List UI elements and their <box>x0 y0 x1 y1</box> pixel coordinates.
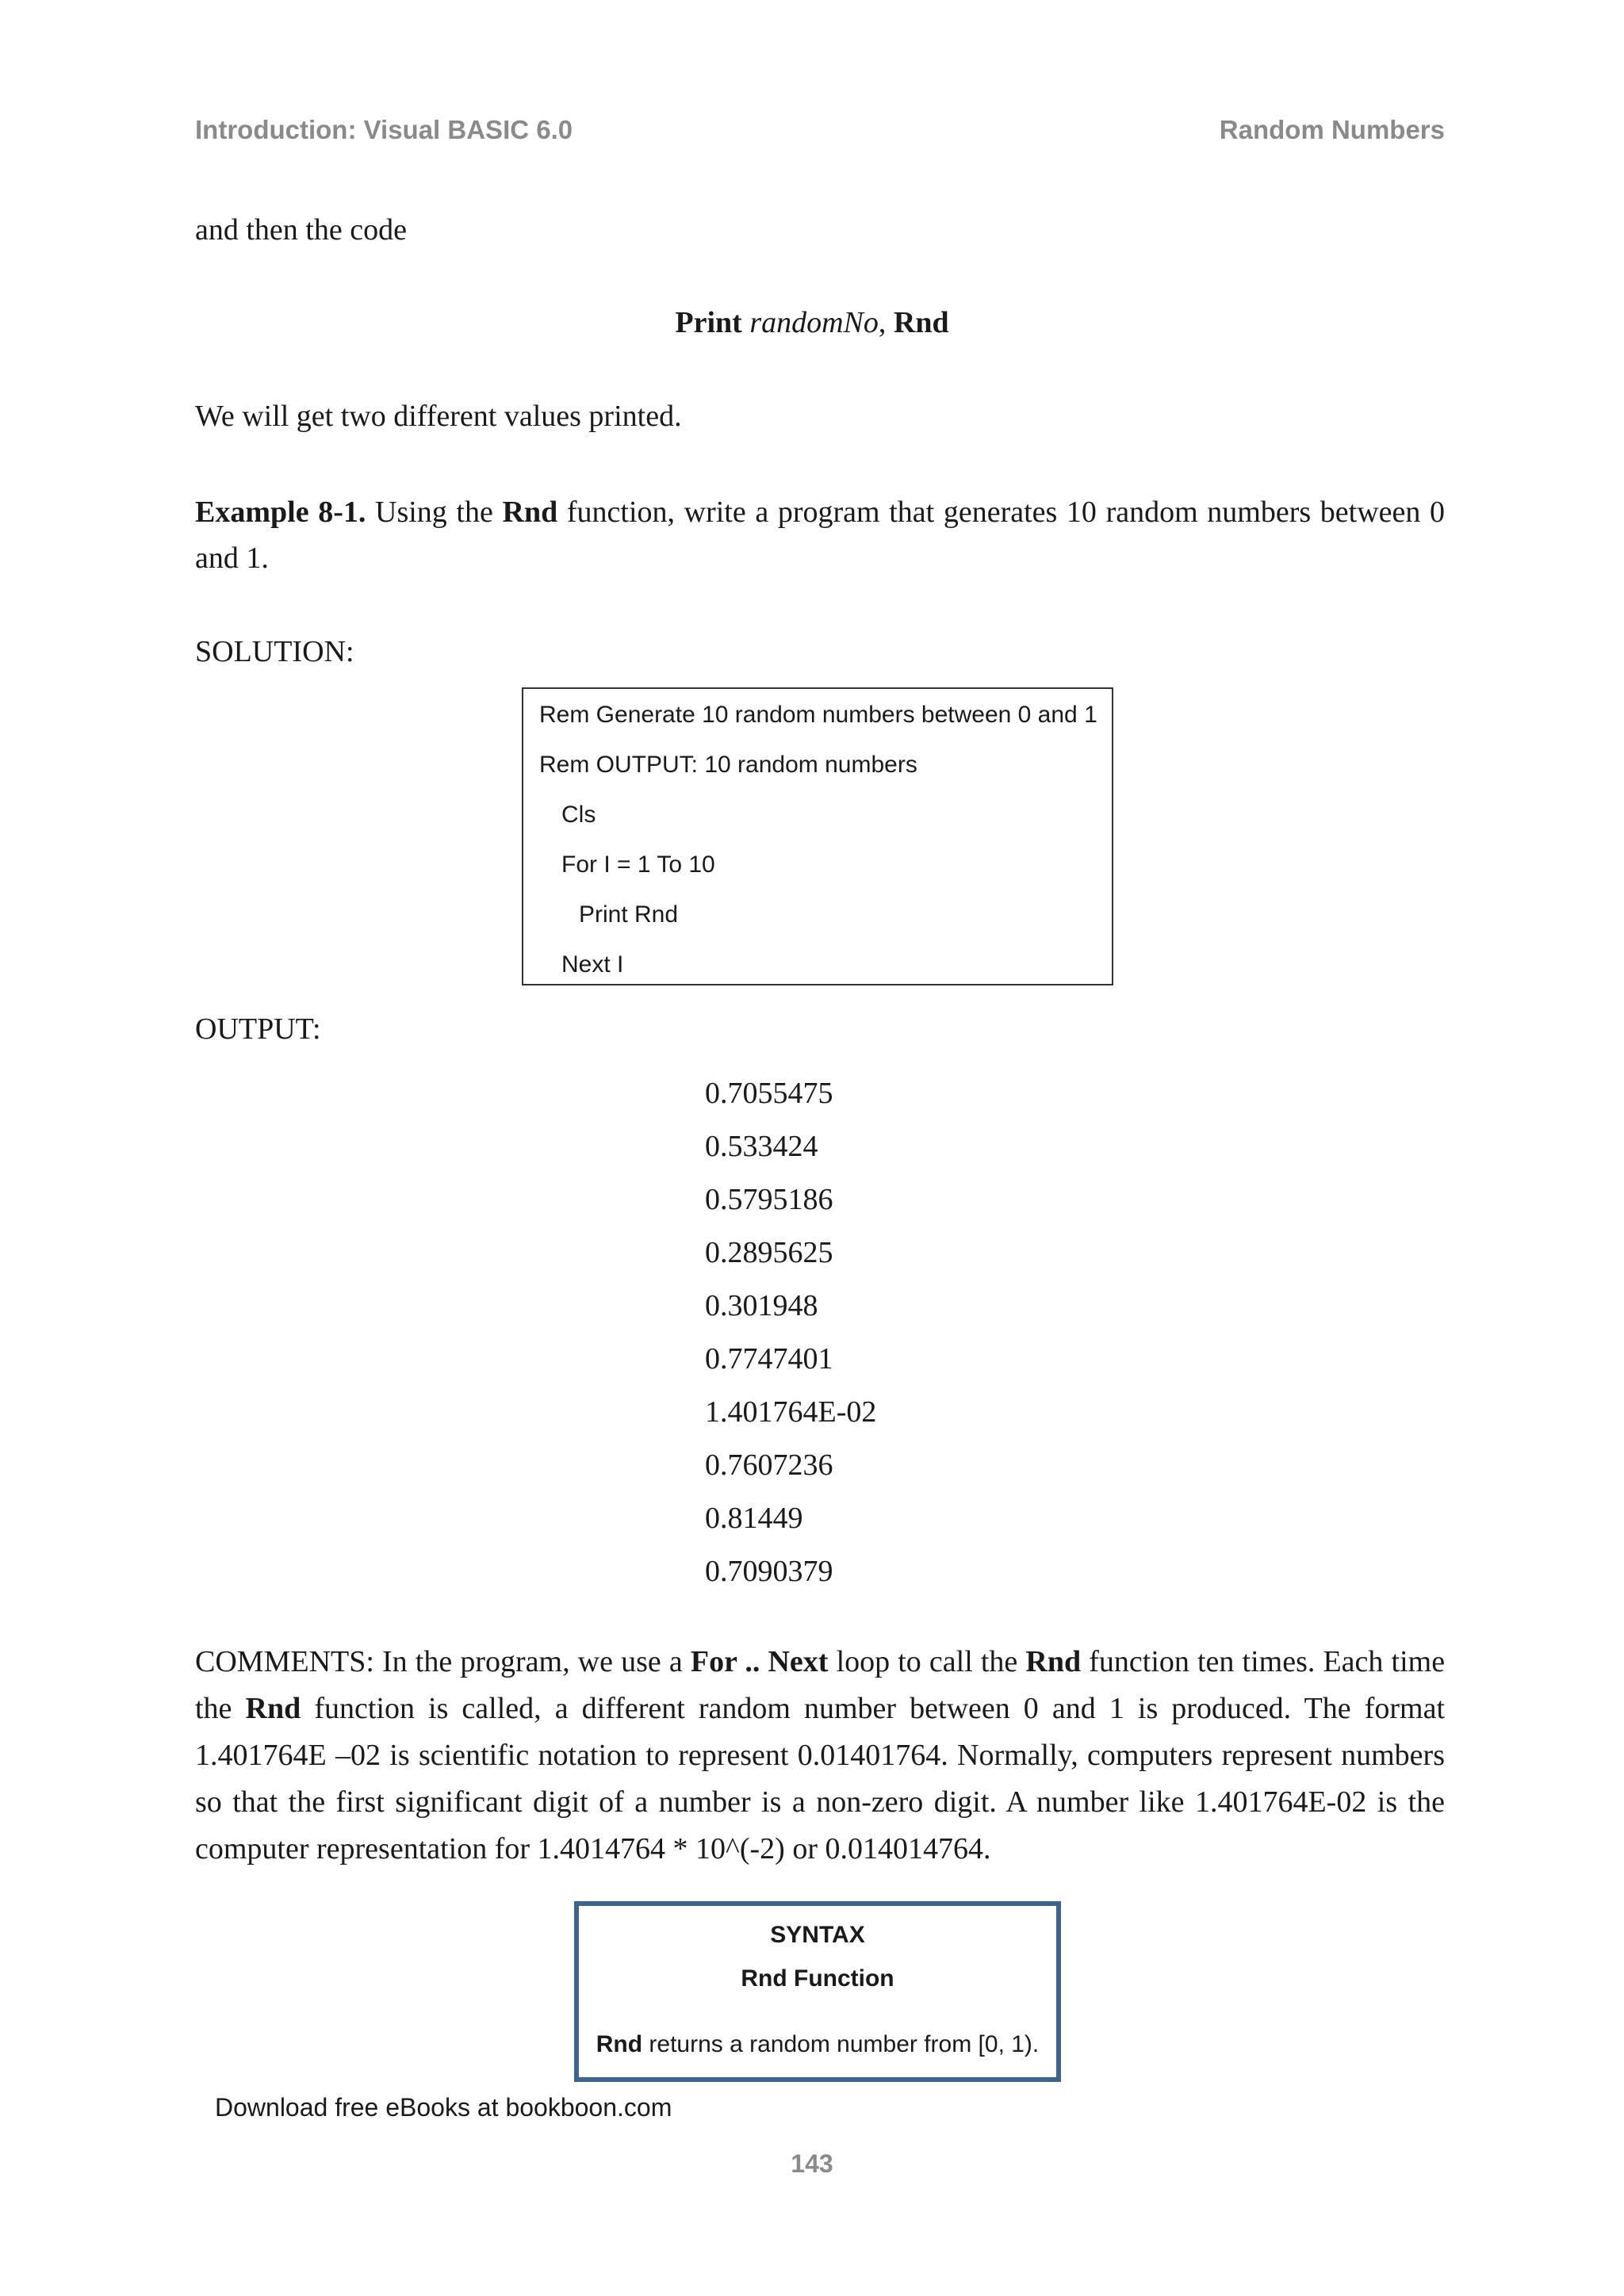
example-text-2: function, write a program that generates 10 random numbers between 0 and 1. <box>195 496 1446 575</box>
output-value: 1.401764E-02 <box>705 1395 877 1429</box>
comments-keyword-rnd: Rnd <box>245 1692 301 1725</box>
code-listing-line: Next I <box>561 951 624 978</box>
comments-keyword-for-next: For .. Next <box>690 1645 829 1678</box>
output-value: 0.5795186 <box>705 1183 833 1216</box>
output-value: 0.7607236 <box>705 1448 833 1482</box>
code-listing-line: For I = 1 To 10 <box>561 851 715 878</box>
comments-text-1: COMMENTS: In the program, we use a <box>195 1645 683 1678</box>
page-number: 143 <box>791 2149 833 2178</box>
intro-paragraph: and then the code <box>195 213 407 247</box>
output-value: 0.7055475 <box>705 1077 833 1110</box>
syntax-title: SYNTAX <box>770 1922 865 1948</box>
code-listing-line: Cls <box>561 802 596 828</box>
syntax-subtitle: Rnd Function <box>741 1965 894 1992</box>
output-value: 0.81449 <box>705 1502 803 1535</box>
syntax-description <box>579 2031 1056 2058</box>
output-value: 0.7747401 <box>705 1342 833 1376</box>
comments-text-3: function ten times. Each time the <box>195 1645 1446 1725</box>
example-paragraph <box>195 489 1445 581</box>
comments-paragraph <box>195 1639 1445 1873</box>
comments-text-4: function is called, a different random number between 0 and 1 is produced. The format 1.401764E –02 is scientific notation to represent 0.01401764. Normally, computers represent numbers so that the first significant digit of a number is a non-zero digit. A number like 1.401764E-02 is the computer representation for 1.4014764 * 10^(-2) or 0.014014764. <box>195 1692 1446 1866</box>
output-value: 0.2895625 <box>705 1236 833 1269</box>
syntax-box <box>574 1901 1061 2082</box>
code-comma: , <box>878 306 887 339</box>
download-notice: Download free eBooks at bookboon.com <box>215 2093 672 2122</box>
code-rnd-keyword: Rnd <box>893 306 949 339</box>
output-label: OUTPUT: <box>195 1012 321 1046</box>
code-listing-line: Rem OUTPUT: 10 random numbers <box>539 752 917 778</box>
code-listing-line: Rem Generate 10 random numbers between 0 and 1 <box>539 702 1097 728</box>
solution-label: SOLUTION: <box>195 635 354 668</box>
running-header-title: Introduction: Visual BASIC 6.0 <box>195 115 573 144</box>
example-keyword: Rnd <box>502 496 558 529</box>
example-label: Example 8-1. <box>195 496 366 529</box>
syntax-keyword: Rnd <box>596 2031 643 2057</box>
comments-text-2: loop to call the <box>836 1645 1018 1678</box>
example-text-1: Using the <box>375 496 493 529</box>
code-listing-line: Print Rnd <box>579 901 679 928</box>
output-values-list <box>705 1074 876 1605</box>
code-line <box>0 305 1624 340</box>
code-listing-box <box>522 687 1113 985</box>
code-print-keyword: Print <box>675 306 742 339</box>
output-value: 0.301948 <box>705 1289 818 1322</box>
after-code-paragraph: We will get two different values printed. <box>195 400 682 433</box>
syntax-description-text: returns a random number from [0, 1). <box>649 2031 1040 2057</box>
running-header-chapter: Random Numbers <box>1219 115 1445 144</box>
comments-keyword-rnd: Rnd <box>1025 1645 1082 1678</box>
code-variable: randomNo <box>749 306 879 339</box>
output-value: 0.7090379 <box>705 1555 833 1588</box>
output-value: 0.533424 <box>705 1130 818 1163</box>
